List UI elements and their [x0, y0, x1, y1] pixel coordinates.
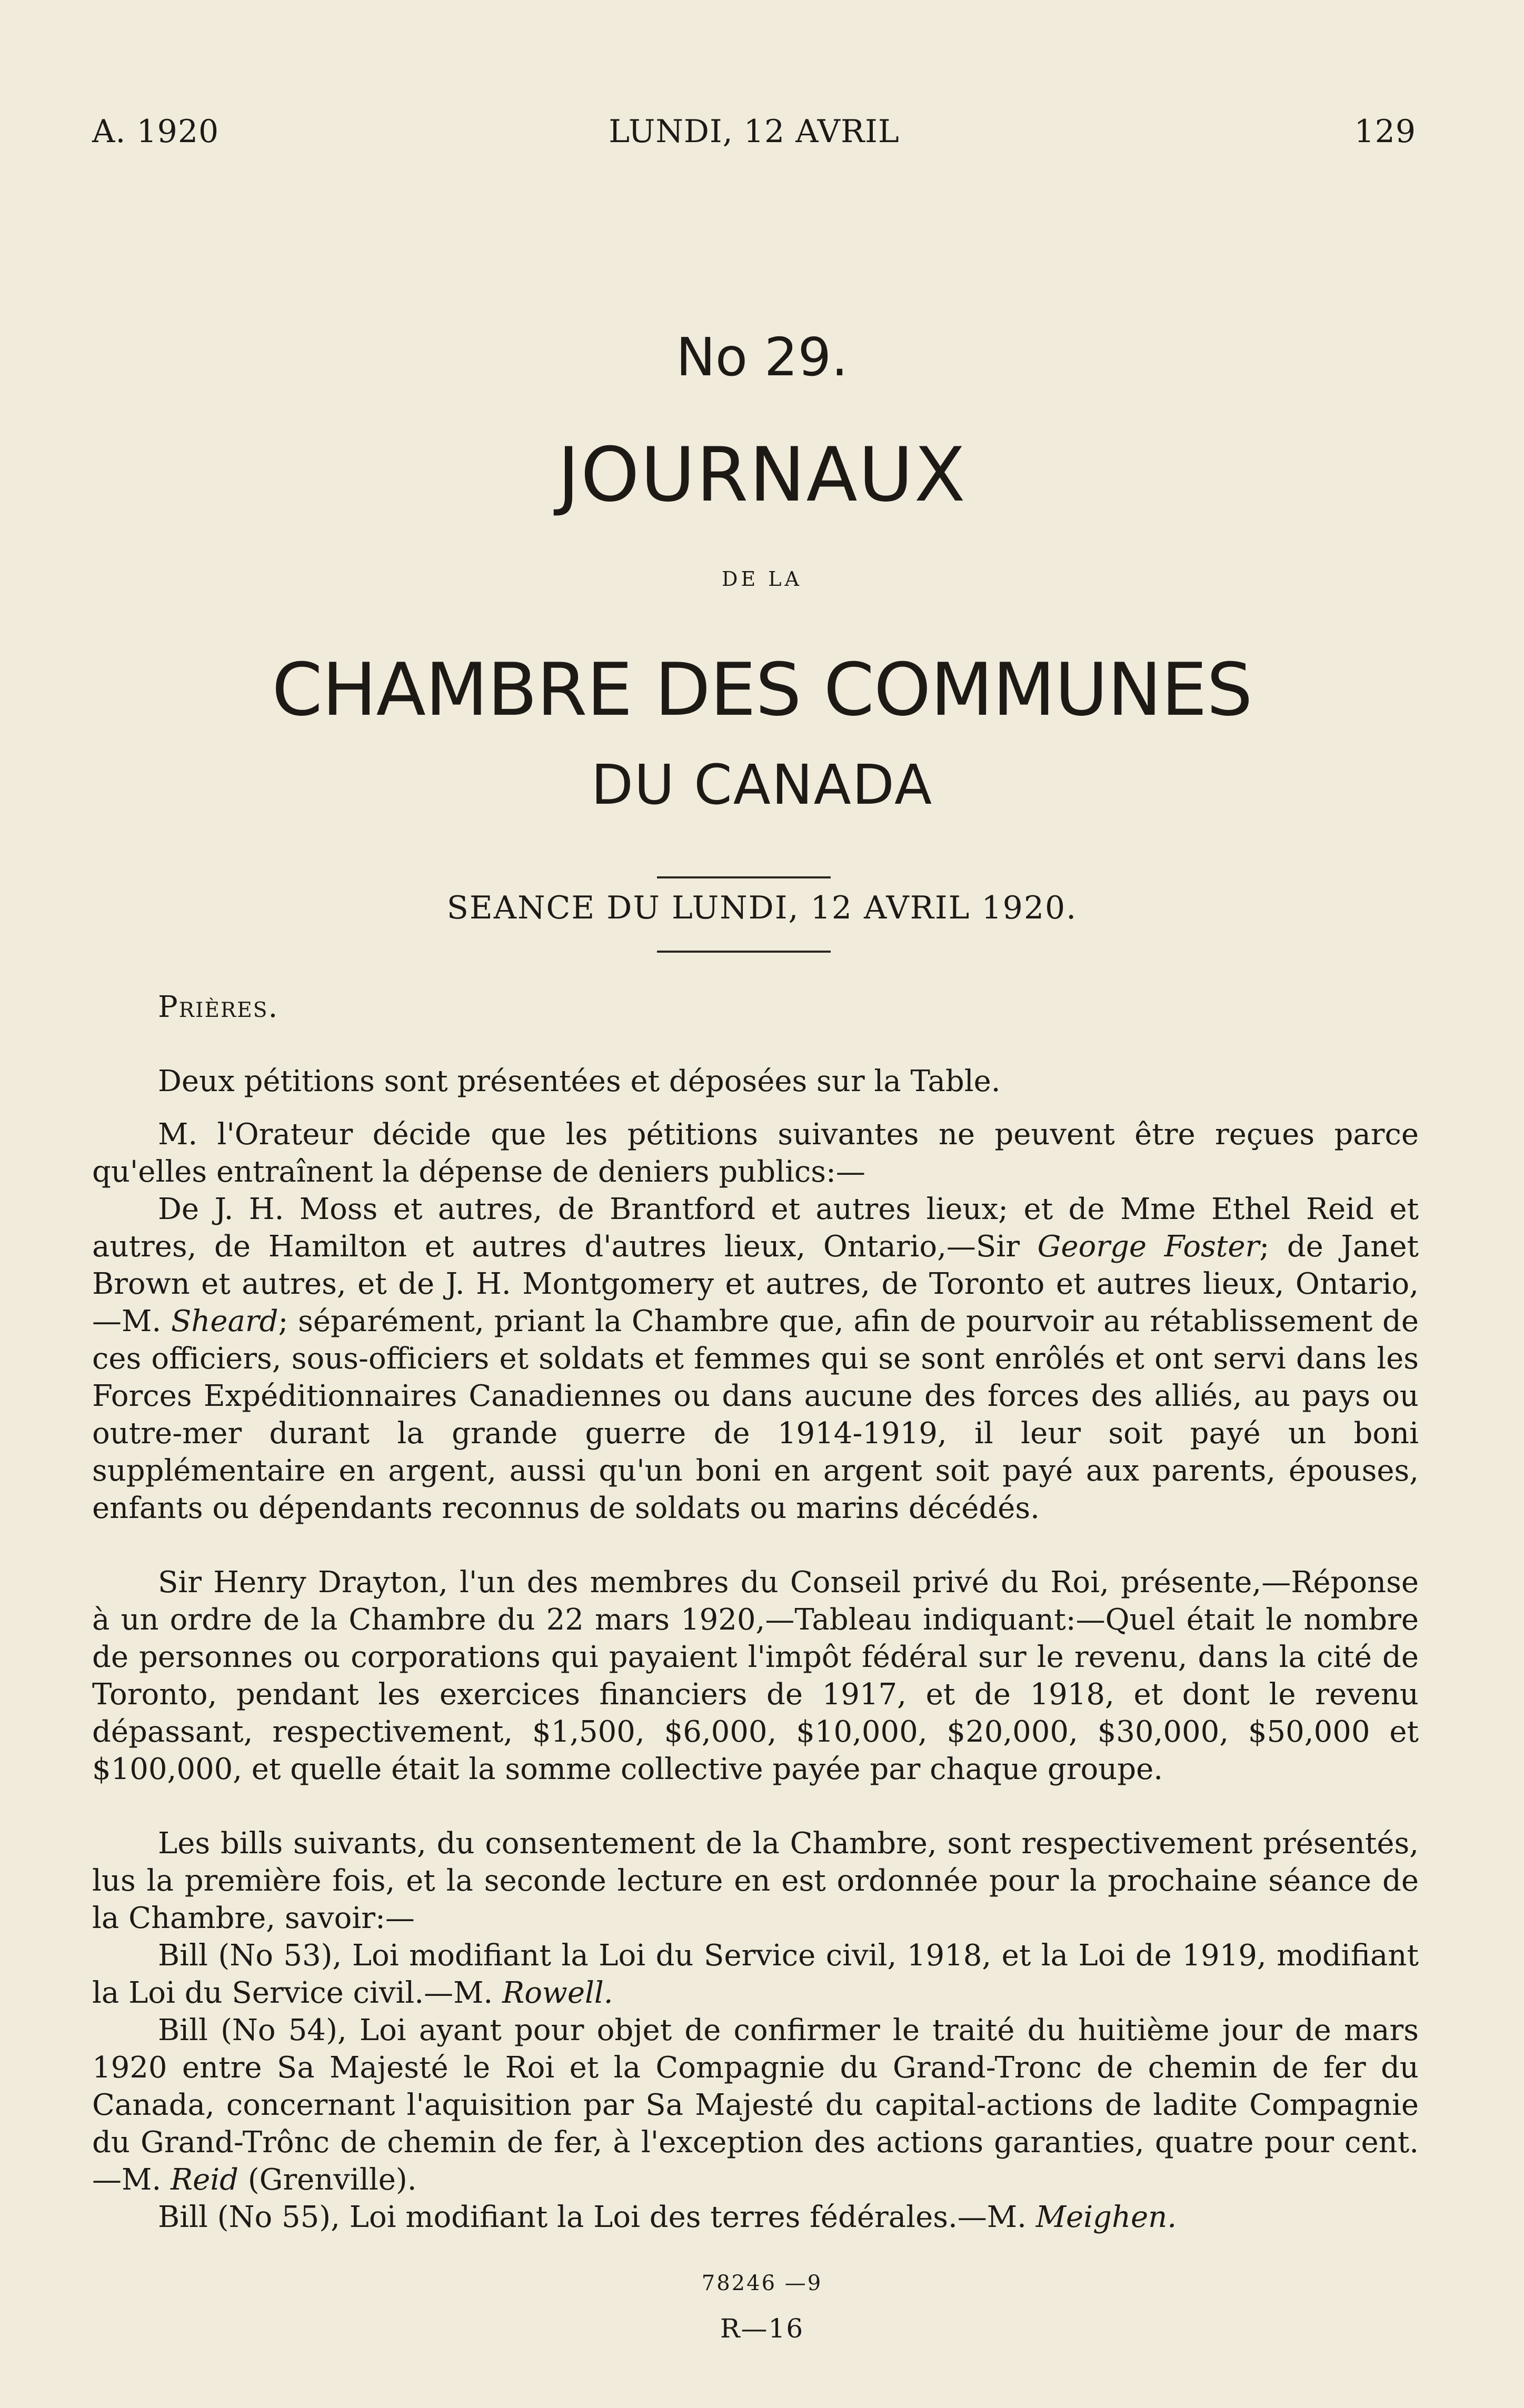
- divider-bottom: [657, 951, 831, 953]
- title-du-canada: DU CANADA: [591, 753, 933, 817]
- paragraph-petitioners: De J. H. Moss et autres, de Brantford et autres lieux; et de Mme Ethel Reid et autres, de Hamilton et autres d'autres lieux, Ontario,—Sir George Foster; de Janet Brown et autres, et de J. H. Montgomery et autres, de Toronto et autres lieux, Ontario, —M. Sheard; séparément, priant la Chambre que, afin de pourvoir au rétablissement de ces officiers, sous-officiers et soldats et femmes qui se sont enrôlés et ont servi dans les Forces Expéditionnaires Canadiennes ou dans aucune des forces des alliés, au pays ou outre-mer durant la grande guerre de 1914-1919, il leur soit payé un boni supplémentaire en argent, aussi qu'un boni en argent soit payé aux parents, épouses, enfants ou dépendants reconnus de soldats ou marins décédés.: [92, 1192, 1419, 1525]
- session-heading: SEANCE DU LUNDI, 12 AVRIL 1920.: [446, 890, 1078, 926]
- paragraph-bills: Les bills suivants, du consentement de la Chambre, sont respectivement présentés, lus la première fois, et la seconde lecture en est ordonnée pour la prochaine séance de la Chambre, savoir:—: [92, 1826, 1419, 1935]
- running-head: [92, 113, 1416, 161]
- paragraph-orateur: M. l'Orateur décide que les pétitions suivantes ne peuvent être reçues parce qu'elles entraînent la dépense de deniers publics:—: [92, 1117, 1419, 1189]
- issue-number: No 29.: [676, 326, 848, 388]
- paragraph-bill-54: Bill (No 54), Loi ayant pour objet de confirmer le traité du huitième jour de mars 1920 entre Sa Majesté le Roi et la Compagnie du Grand-Tronc de chemin de fer du Canada, concernant l'aquisition par Sa Majesté du capital-actions de ladite Compagnie du Grand-Trônc de chemin de fer, à l'exception des actions garanties, quatre pour cent.—M. Reid (Grenville).: [92, 2013, 1419, 2197]
- name-rowell: Rowell.: [502, 1976, 613, 2010]
- page-number: 129: [1354, 113, 1416, 150]
- name-sheard: Sheard: [171, 1304, 278, 1338]
- divider-top: [657, 876, 831, 878]
- printer-imprint: 78246 —9: [701, 2271, 823, 2295]
- signature-mark: R—16: [720, 2313, 804, 2344]
- name-meighen: Meighen.: [1035, 2200, 1177, 2234]
- name-reid: Reid: [170, 2163, 239, 2197]
- name-foster: George Foster: [1037, 1230, 1260, 1264]
- title-chambre: CHAMBRE DES COMMUNES: [272, 647, 1252, 732]
- title-journaux: JOURNAUX: [557, 432, 967, 518]
- prieres-heading: Prières.: [158, 990, 279, 1024]
- title-de-la: DE LA: [722, 567, 802, 591]
- paragraph-bill-53: Bill (No 53), Loi modifiant la Loi du Service civil, 1918, et la Loi de 1919, modifiant la Loi du Service civil.—M. Rowell.: [92, 1939, 1419, 2010]
- header-year: A. 1920: [92, 113, 220, 150]
- paragraph-bill-55: Bill (No 55), Loi modifiant la Loi des terres fédérales.—M. Meighen.: [158, 2200, 1177, 2234]
- paragraph-petitions: Deux pétitions sont présentées et déposées sur la Table.: [158, 1064, 1001, 1098]
- paragraph-drayton: Sir Henry Drayton, l'un des membres du Conseil privé du Roi, présente,—Réponse à un ordre de la Chambre du 22 mars 1920,—Tableau indiquant:—Quel était le nombre de personnes ou corporations qui payaient l'impôt fédéral sur le revenu, dans la cité de Toronto, pendant les exercices financiers de 1917, et de 1918, et dont le revenu dépassant, respectivement, $1,500, $6,000, $10,000, $20,000, $30,000, $50,000 et $100,000, et quelle était la somme collective payée par chaque groupe.: [92, 1565, 1419, 1786]
- header-date: LUNDI, 12 AVRIL: [609, 113, 900, 150]
- journal-body: [92, 988, 1419, 2236]
